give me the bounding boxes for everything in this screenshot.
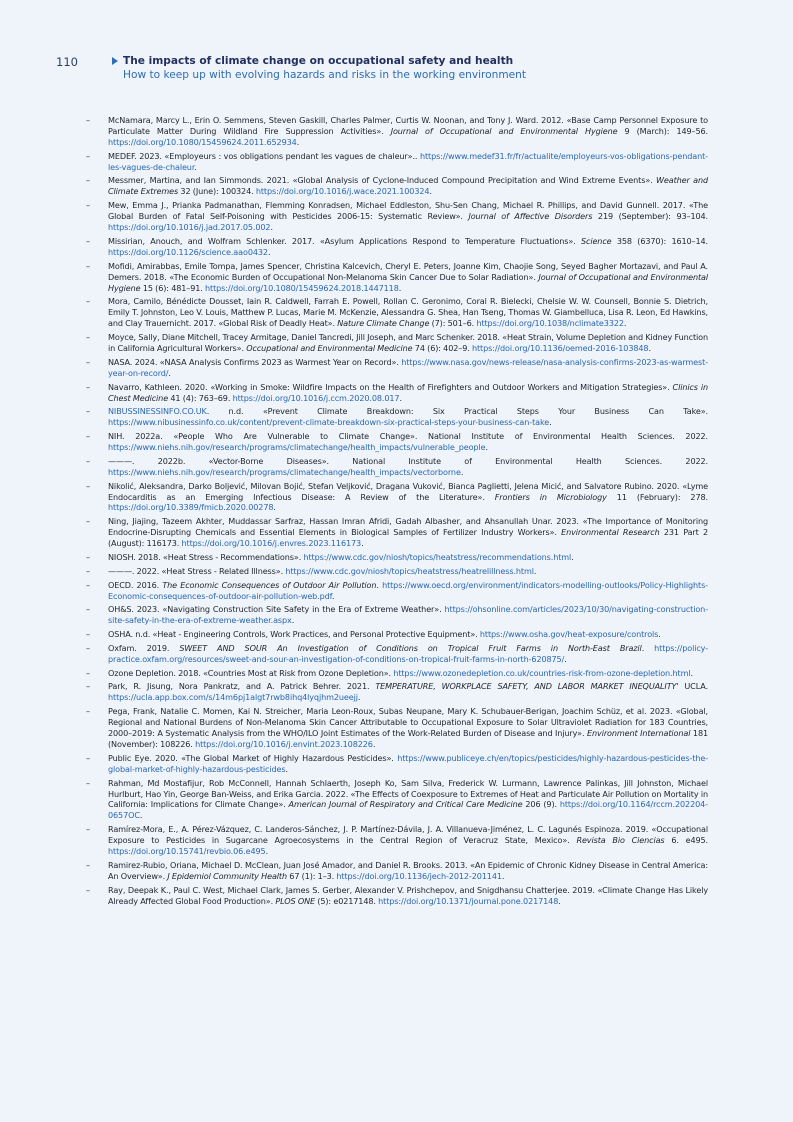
reference-details: 41 (4): 763–69. <box>168 392 233 403</box>
list-dash: – <box>86 824 91 835</box>
reference-item <box>86 885 708 907</box>
running-header <box>112 54 712 82</box>
reference-text <box>108 629 708 640</box>
reference-text <box>108 236 708 258</box>
list-dash: – <box>86 579 91 590</box>
reference-end: . <box>331 590 335 601</box>
reference-end: . <box>296 136 300 147</box>
reference-item <box>86 236 708 258</box>
reference-text <box>108 566 708 577</box>
reference-end: . <box>361 538 364 549</box>
reference-link[interactable]: https://www.medef31.fr/fr/actualite/employeurs-vos-obligations-pendant-les-vagues-de-chaleur <box>108 150 708 172</box>
reference-item <box>86 643 708 665</box>
reference-link[interactable]: https://policy-practice.oxfam.org/resources/sweet-and-sour-an-investigation-of-conditions-on-tropical-fruit-farms-in-north-620875/ <box>108 642 708 664</box>
list-dash: – <box>86 332 91 343</box>
list-dash: – <box>86 115 91 125</box>
reference-item <box>86 706 708 750</box>
reference-end: . <box>285 763 288 774</box>
reference-link[interactable]: https://doi.org/10.1038/nclimate3322 <box>476 318 624 329</box>
reference-link[interactable]: https://doi.org/10.1080/15459624.2018.1447118 <box>205 282 399 293</box>
reference-authors-title: Rahman, Md Mostafijur, Rob McConnell, Hannah Schlaerth, Joseph Ko, Sam Silva, Frederick W. Lurmann, Lawrence Palinkas, Jill Johnston, Michael Hurlburt, Hao Yin, George Ban-Weiss, and Erika Garcia. 2022. «The Effects of Coexposure to Extremes of Heat and Particulate Air Pollution on Mortality in California: Implications for Climate Change». <box>108 777 708 810</box>
reference-text <box>108 604 708 626</box>
reference-details: 231 Part 2 (August): 116173. <box>108 527 708 549</box>
list-dash: – <box>86 235 91 246</box>
list-dash: – <box>86 752 91 763</box>
list-dash: – <box>86 296 91 307</box>
header-title: The impacts of climate change on occupational safety and health <box>123 55 514 67</box>
list-dash: – <box>86 604 91 615</box>
reference-journal: Journal of Occupational and Environmental Hygiene <box>108 271 709 293</box>
list-dash: – <box>86 260 91 271</box>
reference-authors-title: OSHA. n.d. «Heat - Engineering Controls, Work Practices, and Personal Protective Equipment». <box>108 629 480 640</box>
reference-end: . <box>194 161 197 172</box>
reference-link[interactable]: https://doi.org/10.1126/science.aao0432 <box>108 246 268 257</box>
list-dash: – <box>86 777 91 788</box>
reference-item <box>86 629 708 640</box>
reference-link[interactable]: https://www.nibusinessinfo.co.uk/content/prevent-climate-breakdown-six-practical-steps-your-business-can-take <box>108 417 550 428</box>
reference-end: . <box>658 629 661 640</box>
reference-journal: Frontiers in Microbiology <box>494 491 607 502</box>
reference-link[interactable]: https://www.cdc.gov/niosh/topics/heatstress/heatrelillness.html <box>285 565 534 576</box>
reference-journal: Clinics in Chest Medicine <box>108 381 708 403</box>
reference-item <box>86 431 708 453</box>
list-dash: – <box>86 150 91 161</box>
reference-text <box>108 332 708 354</box>
reference-details: 15 (6): 481–91. <box>140 282 206 293</box>
reference-authors-title: NASA. 2024. «NASA Analysis Confirms 2023 as Warmest Year on Record». <box>108 356 402 367</box>
reference-details: 219 (September): 93–104. <box>592 211 708 222</box>
reference-text <box>108 406 708 428</box>
reference-authors-title: Ramírez-Mora, E., A. Pérez-Vázquez, C. Landeros-Sánchez, J. P. Martínez-Dávila, J. A. Villanueva-Jiménez, L. C. Lagunés Espinoza. 2019. «Occupational Exposure to Pesticides in Sugarcane Agroecosystems in the Central Region of Veracruz State, Mexico». <box>108 824 708 846</box>
reference-end: . <box>429 186 432 197</box>
list-dash: – <box>86 565 91 576</box>
reference-authors-title: OECD. 2016. <box>108 579 163 590</box>
reference-link[interactable]: https://www.niehs.nih.gov/research/programs/climatechange/health_impacts/vectorborne <box>108 466 461 477</box>
list-dash: – <box>86 200 91 211</box>
reference-journal: Journal of Affective Disorders <box>468 211 593 222</box>
reference-journal: The Economic Consequences of Outdoor Air Pollution <box>162 579 377 590</box>
reference-details: 74 (6): 402–9. <box>412 343 472 354</box>
reference-details: . <box>641 642 655 653</box>
reference-details: (5): e0217148. <box>315 895 379 906</box>
list-dash: – <box>86 406 91 417</box>
reference-authors-title: ———. 2022b. «Vector-Borne Diseases». National Institute of Environmental Health Sciences. 2022. <box>108 455 708 466</box>
reference-journal: TEMPERATURE, WORKPLACE SAFETY, AND LABOR MARKET INEQUALITY <box>375 681 677 692</box>
list-dash: – <box>86 551 91 562</box>
list-dash: – <box>86 381 91 392</box>
reference-item <box>86 580 708 602</box>
reference-authors-title: Park, R. Jisung, Nora Pankratz, and A. Patrick Behrer. 2021. <box>108 681 376 692</box>
reference-authors-title: NIOSH. 2018. «Heat Stress - Recommendations». <box>108 551 304 562</box>
reference-details: 67 (1): 1–3. <box>287 870 337 881</box>
reference-item <box>86 357 708 379</box>
reference-link[interactable]: https://www.nasa.gov/news-release/nasa-analysis-confirms-2023-as-warmest-year-on-record/ <box>108 356 708 378</box>
reference-item <box>86 566 708 577</box>
reference-link[interactable]: https://doi.org/10.1371/journal.pone.0217148 <box>378 895 559 906</box>
reference-text <box>108 175 708 197</box>
page-number: 110 <box>56 55 78 69</box>
reference-details: 206 (9). <box>522 799 560 810</box>
reference-item <box>86 860 708 882</box>
reference-link[interactable]: https://www.ozonedepletion.co.uk/countries-risk-from-ozone-depletion.html <box>393 667 691 678</box>
reference-end: . <box>648 343 651 354</box>
reference-authors-title: Missirian, Anouch, and Wolfram Schlenker. 2017. «Asylum Applications Respond to Temperature Fluctuations». <box>108 235 581 246</box>
reference-text <box>108 357 708 379</box>
reference-journal: Occupational and Environmental Medicine <box>246 343 413 354</box>
reference-journal: Journal of Occupational and Environmental Hygiene <box>390 125 618 136</box>
reference-link[interactable]: https://doi.org/10.1080/15459624.2011.652934 <box>108 136 297 147</box>
reference-item <box>86 200 708 233</box>
list-dash: – <box>86 431 91 442</box>
reference-link[interactable]: https://www.osha.gov/heat-exposure/controls <box>479 629 659 640</box>
reference-text <box>108 382 708 404</box>
reference-link[interactable]: https://doi.org/10.1016/j.wace.2021.100324 <box>255 186 430 197</box>
reference-link[interactable]: https://doi.org/10.1016/j.jad.2017.05.002 <box>108 222 271 233</box>
reference-authors-title: Ray, Deepak K., Paul C. West, Michael Clark, James S. Gerber, Alexander V. Prishchepov, and Snigdhansu Chatterjee. 2019. «Climate Change Has Likely Already Affected Global Food Production». <box>108 884 708 906</box>
reference-item <box>86 681 708 703</box>
list-dash: – <box>86 516 91 527</box>
reference-authors-title: Public Eye. 2020. «The Global Market of Highly Hazardous Pesticides». <box>108 752 398 763</box>
reference-end: . <box>372 739 376 750</box>
reference-journal: American Journal of Respiratory and Critical Care Medicine <box>288 799 523 810</box>
list-dash: – <box>86 642 91 653</box>
reference-details: 181 (November): 108226. <box>108 728 708 750</box>
reference-item <box>86 778 708 822</box>
reference-journal: Environmental Research <box>561 527 660 538</box>
reference-item <box>86 261 708 294</box>
reference-item <box>86 753 708 775</box>
reference-source-link[interactable]: NIBUSSINESSINFO.CO.UK <box>108 406 207 417</box>
reference-item <box>86 296 708 329</box>
reference-link[interactable]: https://doi.org/10.1016/j.envint.2023.108226 <box>195 739 373 750</box>
reference-end: . <box>571 551 574 562</box>
list-dash: – <box>86 629 91 640</box>
triangle-bullet-icon <box>112 57 118 65</box>
reference-end: . <box>623 318 627 329</box>
list-dash: – <box>86 681 91 692</box>
reference-item <box>86 668 708 679</box>
reference-link[interactable]: https://doi.org/10.15741/revbio.06.e495 <box>108 846 266 857</box>
reference-details: ' UCLA. <box>676 681 708 692</box>
reference-journal: Weather and Climate Extremes <box>108 175 708 197</box>
reference-end: . <box>549 417 552 428</box>
reference-journal: PLOS ONE <box>275 895 316 906</box>
reference-link[interactable]: https://doi.org/10.1136/jech-2012-201141 <box>336 870 502 881</box>
reference-details: 32 (June): 100324. <box>178 186 256 197</box>
reference-link[interactable]: https://www.niehs.nih.gov/research/programs/climatechange/health_impacts/vulnerable_people <box>108 442 486 453</box>
reference-end: . <box>270 222 273 233</box>
reference-title: . n.d. «Prevent Climate Breakdown: Six Practical Steps Your Business Can Take». <box>206 406 708 417</box>
reference-authors-title: OH&S. 2023. «Navigating Construction Site Safety in the Era of Extreme Weather». <box>108 604 445 615</box>
reference-authors-title: ———. 2022. «Heat Stress - Related Illness». <box>108 565 286 576</box>
reference-details: (7): 501–6. <box>429 318 477 329</box>
reference-authors-title: Mora, Camilo, Bénédicte Dousset, Iain R. Caldwell, Farrah E. Powell, Rollan C. Geronimo, Coral R. Bielecki, Chelsie W. W. Counsell, Bonnie S. Dietrich, Emily T. Johnston, Leo V. Louis, Matthew P. Lucas, Marie M. McKenzie, Alessandra G. Shea, Han Tseng, Thomas W. Giambelluca, Lisa R. Leon, Ed Hawkins, and Clay Trauernicht. 2017. «Global Risk of Deadly Heat». <box>108 296 708 329</box>
reference-end: . <box>265 846 269 857</box>
reference-end: . <box>690 667 693 678</box>
reference-item <box>86 175 708 197</box>
reference-link[interactable]: https://doi.org/10.1016/j.ccm.2020.08.017 <box>232 392 400 403</box>
reference-text <box>108 824 708 857</box>
reference-item <box>86 456 708 478</box>
reference-text <box>108 778 708 822</box>
reference-link[interactable]: https://doi.org/10.1016/j.envres.2023.116173 <box>181 538 362 549</box>
reference-end: . <box>398 282 402 293</box>
reference-authors-title: Ramirez-Rubio, Oriana, Michael D. McClean, Juan José Amador, and Daniel R. Brooks. 2013. «An Epidemic of Chronic Kidney Disease in Central America: An Overview». <box>108 859 708 881</box>
reference-journal: J Epidemiol Community Health <box>167 870 287 881</box>
reference-item <box>86 332 708 354</box>
reference-item <box>86 824 708 857</box>
reference-details: 358 (6370): 1610–14. <box>611 235 708 246</box>
reference-item <box>86 151 708 173</box>
reference-end: . <box>485 442 488 453</box>
reference-authors-title: Messmer, Martina, and Ian Simmonds. 2021. «Global Analysis of Cyclone-Induced Compound Precipitation and Wind Extreme Events». <box>108 175 657 186</box>
list-dash: – <box>86 884 91 895</box>
reference-link[interactable]: https://www.publiceye.ch/en/topics/pesticides/highly-hazardous-pesticides-the-global-market-of-highly-hazardous-pesticides <box>108 752 708 774</box>
reference-end: . <box>533 565 537 576</box>
reference-end: . <box>267 246 271 257</box>
reference-journal: Science <box>580 235 612 246</box>
reference-link[interactable]: https://www.cdc.gov/niosh/topics/heatstress/recommendations.html <box>303 551 572 562</box>
reference-authors-title: Moyce, Sally, Diane Mitchell, Tracey Armitage, Daniel Tancredi, Jill Joseph, and Marc Schenker. 2018. «Heat Strain, Volume Depletion and Kidney Function in California Agricultural Workers». <box>108 332 708 354</box>
reference-link[interactable]: https://doi.org/10.1136/oemed-2016-103848 <box>471 343 649 354</box>
header-title-row <box>112 54 712 68</box>
reference-authors-title: Nikolić, Aleksandra, Darko Boljević, Milovan Bojić, Stefan Veljković, Dragana Vuković, Bianca Paglietti, Jelena Micić, and Salvatore Rubino. 2020. «Lyme Endocarditis as an Emerging Infectious Disease: A Review of the Literature». <box>108 480 708 502</box>
reference-authors-title: NIH. 2022a. «People Who Are Vulnerable to Climate Change». National Institute of Environmental Health Sciences. 2022. <box>108 431 708 442</box>
list-dash: – <box>86 175 91 186</box>
list-dash: – <box>86 667 91 678</box>
reference-end: . <box>558 895 561 906</box>
reference-details: 9 (March): 149–56. <box>617 125 708 136</box>
reference-authors-title: Ning, Jiajing, Tazeem Akhter, Muddassar Sarfraz, Hassan Imran Afridi, Gadah Albasher, and Ahsanullah Unar. 2023. «The Importance of Monitoring Endocrine-Disrupting Chemicals and Essential Elements in Biological Samples of Fertilizer Industry Workers». <box>108 516 708 538</box>
list-dash: – <box>86 706 91 717</box>
reference-authors-title: Pega, Frank, Natalie C. Momen, Kai N. Streicher, Maria Leon-Roux, Subas Neupane, Mary K. Schubauer-Berigan, Joachim Schüz, et al. 2023. «Global, Regional and National Burdens of Non-Melanoma Skin Cancer Attributable to Occupational Exposure to Solar Ultraviolet Radiation for 183 Countries, 2000–2019: A Systematic Analysis from the WHO/ILO Joint Estimates of the Work-Related Burden of Disease and Injury». <box>108 706 708 739</box>
reference-details: 6. e495. <box>664 835 709 846</box>
reference-text <box>108 200 708 233</box>
reference-item <box>86 604 708 626</box>
reference-text <box>108 706 708 750</box>
reference-end: . <box>273 502 276 513</box>
reference-text <box>108 261 708 294</box>
reference-authors-title: MEDEF. 2023. «Employeurs : vos obligations pendant les vagues de chaleur».. <box>108 150 420 161</box>
reference-authors-title: Navarro, Kathleen. 2020. «Working in Smoke: Wildfire Impacts on the Health of Firefighters and Outdoor Workers and Mitigation Strategies». <box>108 381 673 392</box>
reference-text <box>108 456 708 478</box>
reference-journal: Environment International <box>587 728 691 739</box>
reference-end: . <box>168 367 171 378</box>
reference-authors-title: Oxfam. 2019. <box>108 642 180 653</box>
reference-authors-title: McNamara, Marcy L., Erin O. Semmens, Steven Gaskill, Charles Palmer, Curtis W. Noonan, and Tony J. Ward. 2012. «Base Camp Personnel Exposure to Particulate Matter During Wildland Fire Suppression Activities». <box>108 115 708 136</box>
reference-end: . <box>357 692 361 703</box>
reference-end: . <box>501 870 505 881</box>
reference-end: . <box>139 810 143 821</box>
reference-item <box>86 552 708 563</box>
reference-text <box>108 516 708 549</box>
list-dash: – <box>86 480 91 491</box>
reference-text <box>108 431 708 453</box>
reference-details: 11 (February): 278. <box>606 491 708 502</box>
reference-link[interactable]: https://www.oecd.org/environment/indicators-modelling-outlooks/Policy-Highlights-Economic-consequences-of-outdoor-air-pollution-web.pdf <box>108 579 708 601</box>
header-subtitle: How to keep up with evolving hazards and risks in the working environment <box>123 69 527 81</box>
list-dash: – <box>86 859 91 870</box>
reference-text <box>108 115 708 148</box>
reference-text <box>108 753 708 775</box>
reference-end: . <box>291 615 295 626</box>
reference-text <box>108 681 708 703</box>
reference-text <box>108 668 708 679</box>
reference-link[interactable]: https://ucla.app.box.com/s/14m6pj1algt7rwb8ihq4lyqjhm2ueejj <box>108 692 358 703</box>
reference-item <box>86 382 708 404</box>
reference-link[interactable]: https://ohsonline.com/articles/2023/10/30/navigating-construction-site-safety-in-the-era-of-extreme-weather.aspx <box>108 604 708 626</box>
reference-text <box>108 885 708 907</box>
reference-end: . <box>564 653 567 664</box>
reference-authors-title: Mofidi, Amirabbas, Emile Tompa, James Spencer, Christina Kalcevich, Cheryl E. Peters, Joanne Kim, Chaojie Song, Seyed Bagher Mortazavi, and Paul A. Demers. 2018. «The Economic Burden of Occupational Non-Melanoma Skin Cancer Due to Solar Radiation». <box>108 260 708 282</box>
reference-item <box>86 481 708 514</box>
reference-text <box>108 151 708 173</box>
reference-authors-title: Ozone Depletion. 2018. «Countries Most at Risk from Ozone Depletion». <box>108 667 394 678</box>
reference-details: . <box>376 579 383 590</box>
reference-item <box>86 406 708 428</box>
reference-item <box>86 115 708 148</box>
reference-journal: SWEET AND SOUR An Investigation of Conditions on Tropical Fruit Farms in North-East Brazil <box>179 642 642 653</box>
reference-link[interactable]: https://doi.org/10.3389/fmicb.2020.00278 <box>108 502 274 513</box>
reference-end: . <box>460 466 464 477</box>
reference-journal: Revista Bio Ciencias <box>576 835 665 846</box>
reference-text <box>108 643 708 665</box>
reference-link[interactable]: https://doi.org/10.1164/rccm.202204-0657OC <box>108 799 708 821</box>
reference-text <box>108 552 708 563</box>
reference-end: . <box>399 392 402 403</box>
list-dash: – <box>86 356 91 367</box>
reference-text <box>108 296 708 329</box>
reference-text <box>108 860 708 882</box>
reference-journal: Nature Climate Change <box>337 318 430 329</box>
list-dash: – <box>86 455 91 466</box>
reference-item <box>86 516 708 549</box>
reference-list <box>86 115 708 909</box>
reference-text <box>108 580 708 602</box>
reference-text <box>108 481 708 514</box>
reference-authors-title: Mew, Emma J., Prianka Padmanathan, Flemming Konradsen, Michael Eddleston, Shu-Sen Chang, Michael R. Phillips, and David Gunnell. 2017. «The Global Burden of Fatal Self-Poisoning with Pesticides 2006-15: Systematic Review». <box>108 200 708 222</box>
